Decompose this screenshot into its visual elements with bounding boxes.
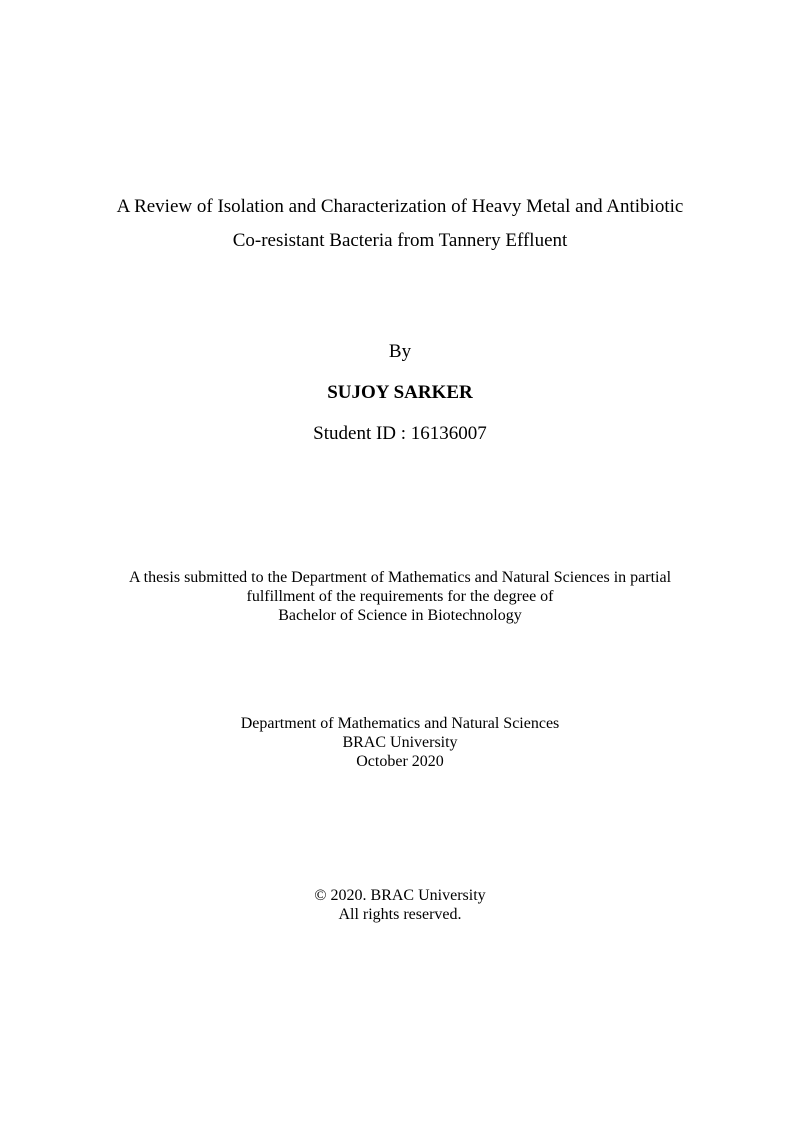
- submission-statement-line-2: fulfillment of the requirements for the degree of: [246, 588, 554, 605]
- thesis-title-line-1: A Review of Isolation and Characterization of Heavy Metal and Antibiotic: [116, 196, 684, 217]
- rights-reserved: All rights reserved.: [338, 906, 462, 923]
- submission-date: October 2020: [356, 753, 444, 770]
- department-name: Department of Mathematics and Natural Sciences: [240, 715, 560, 732]
- author-name: SUJOY SARKER: [327, 382, 473, 403]
- university-name: BRAC University: [342, 734, 458, 751]
- submission-statement-line-1: A thesis submitted to the Department of Mathematics and Natural Sciences in partial: [128, 569, 672, 586]
- by-label: By: [388, 341, 412, 362]
- student-id: Student ID : 16136007: [313, 423, 487, 444]
- copyright-notice: © 2020. BRAC University: [314, 887, 486, 904]
- degree-name: Bachelor of Science in Biotechnology: [278, 607, 522, 624]
- thesis-title-line-2: Co-resistant Bacteria from Tannery Effluent: [232, 230, 568, 251]
